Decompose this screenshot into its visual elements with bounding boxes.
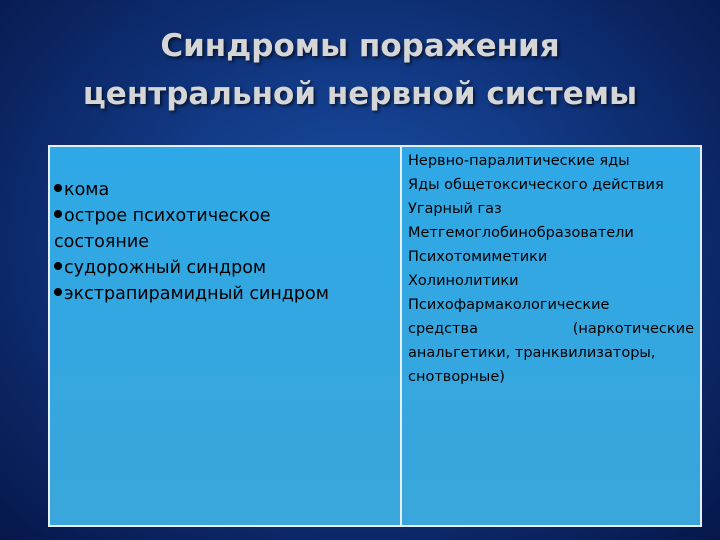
syndrome-item: экстрапирамидный синдром [54, 281, 400, 307]
agent-item: Психотомиметики [408, 249, 548, 265]
agent-item-continuation: снотворные) [408, 369, 505, 385]
agent-item: Холинолитики [408, 273, 519, 289]
syndrome-item: острое психотическое [54, 203, 400, 229]
bullet-icon [54, 210, 62, 218]
bullet-icon [54, 262, 62, 270]
slide-title [0, 22, 720, 118]
bullet-icon [54, 288, 62, 296]
bullet-icon [54, 184, 62, 192]
agents-column [402, 147, 700, 525]
agent-item: Яды общетоксического действия [408, 177, 664, 193]
slide-title-line-2: центральной нервной системы [82, 76, 638, 112]
syndromes-column [50, 147, 402, 525]
agent-item: Метгемоглобинобразователи [408, 225, 634, 241]
agent-item-continuation: анальгетики, транквилизаторы, [408, 345, 656, 361]
syndromes-table [48, 145, 702, 527]
slide-title-line-1: Синдромы поражения [160, 28, 560, 64]
syndrome-item: кома [54, 177, 400, 203]
syndrome-item-continuation: состояние [54, 232, 149, 252]
agent-item: Нервно-паралитические яды [408, 153, 630, 169]
agent-item: Угарный газ [408, 201, 502, 217]
agent-item-continuation: средства (наркотические [408, 321, 694, 337]
agent-item: Психофармакологические [408, 297, 610, 313]
syndrome-item: судорожный синдром [54, 255, 400, 281]
